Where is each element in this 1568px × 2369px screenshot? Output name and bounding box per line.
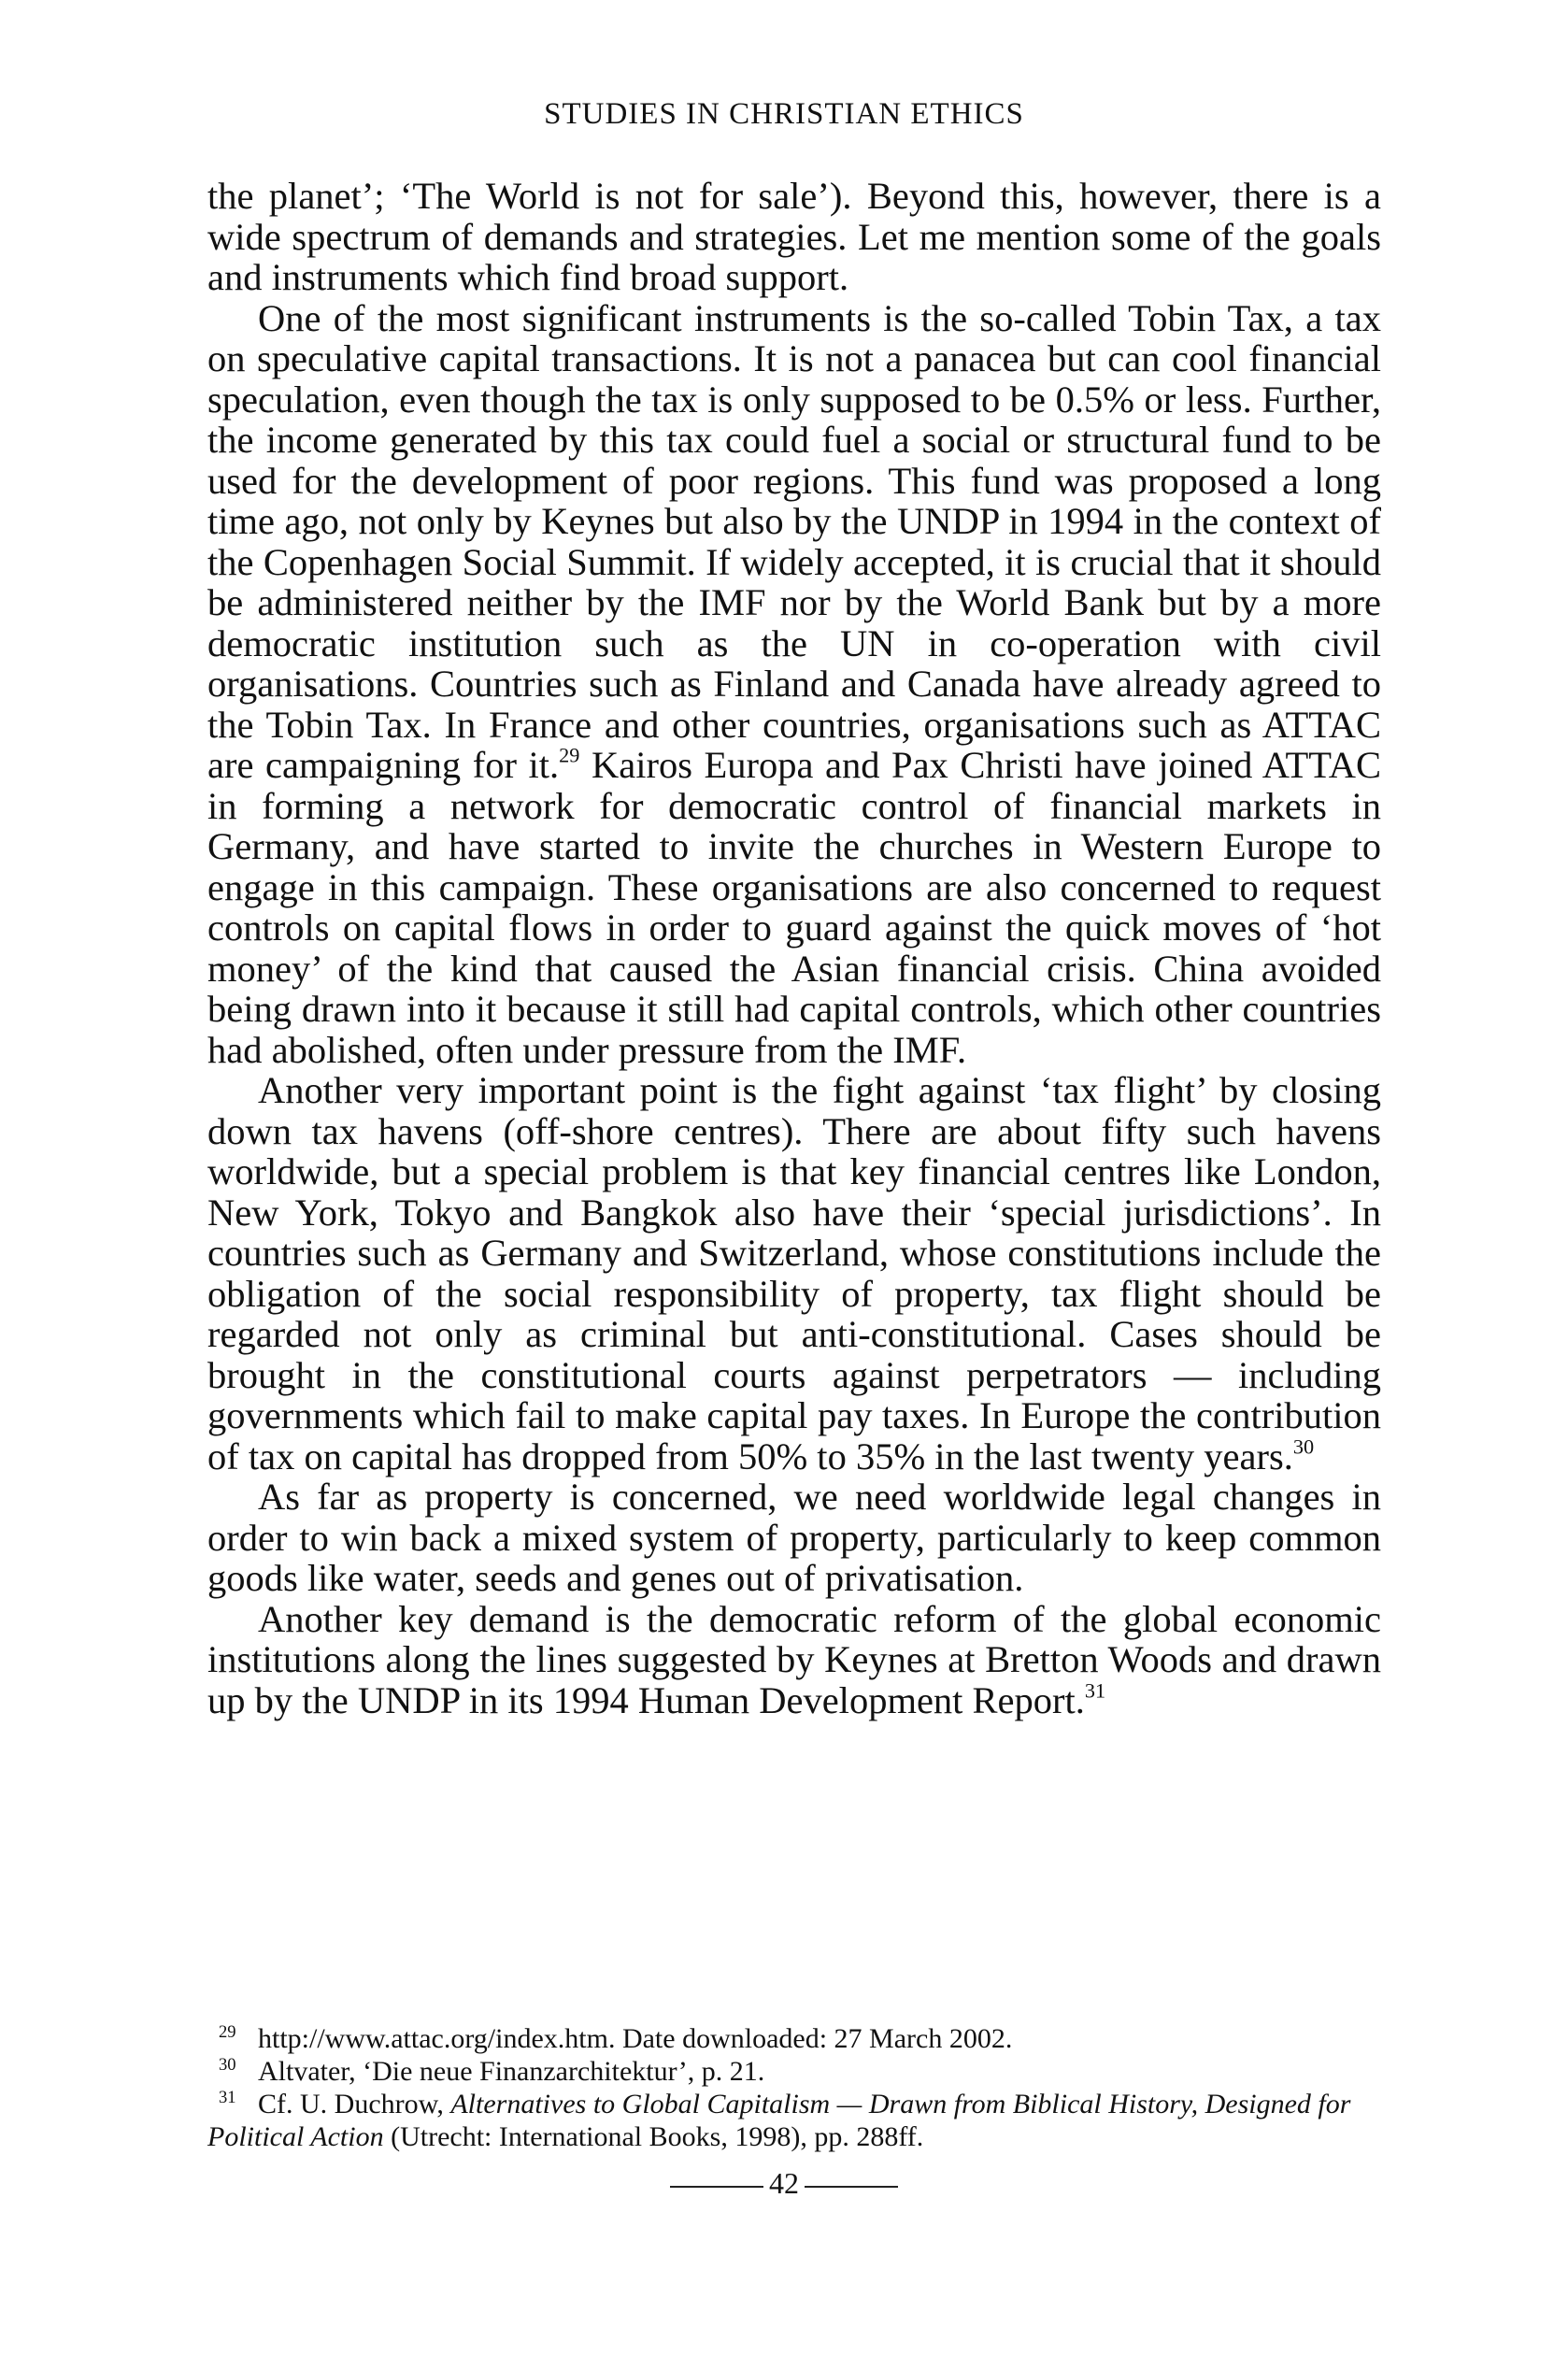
footnote-ref-31[interactable]: 31	[1084, 1677, 1106, 1702]
paragraph-1-text: the planet’; ‘The World is not for sale’). Beyond this, however, there is a wide spectrum of demands and strategies. Let me mention some of the goals and instruments which find broad support.	[207, 175, 1381, 298]
paragraph-3-text: Another very important point is the fight against ‘tax flight’ by closing down tax havens (off-shore centres). There are about fifty such havens worldwide, but a special problem is that key financial centres like London, New York, Tokyo and Bangkok also have their ‘special jurisdictions’. In countries such as Germany and Switzerland, whose constitutions include the obligation of the social responsibility of property, tax flight should be regarded not only as criminal but anti-constitutional. Cases should be brought in the constitutional courts against perpetrators — including governments which fail to make capital pay taxes. In Europe the contribution of tax on capital has dropped from 50% to 35% in the last twenty years.	[207, 1069, 1381, 1477]
page-number-right-rule	[805, 2186, 898, 2188]
paragraph-5	[207, 1599, 1381, 1721]
footnote-31: 31 Cf. U. Duchrow, Alternatives to Global Capitalism — Drawn from Biblical History, Designed for Political Action (Utrecht: International Books, 1998), pp. 288ff.	[207, 2087, 1351, 2152]
footnote-30-text: Altvater, ‘Die neue Finanzarchitektur’, p. 21.	[258, 2056, 765, 2087]
paragraph-2-text: One of the most significant instruments is the so-called Tobin Tax, a tax on speculative capital transactions. It is not a panacea but can cool financial speculation, even though the tax is only supposed to be 0.5% or less. Further, the income generated by this tax could fuel a social or structural fund to be used for the development of poor regions. This fund was proposed a long time ago, not only by Keynes but also by the UNDP in 1994 in the context of the Copenhagen Social Summit. If widely accepted, it is crucial that it should be administered neither by the IMF nor by the World Bank but by a more democratic institution such as the UN in co-operation with civil organisations. Countries such as Finland and Canada have already agreed to the Tobin Tax. In France and other countries, organisations such as ATTAC are campaigning for it.	[207, 296, 1381, 786]
page-number-left-rule	[670, 2186, 763, 2188]
footnote-29-text: http://www.attac.org/index.htm. Date downloaded: 27 March 2002.	[258, 2023, 1013, 2054]
footnote-ref-30[interactable]: 30	[1292, 1434, 1315, 1458]
page-number-block	[0, 2166, 1568, 2201]
body-text	[207, 176, 1381, 1720]
footnote-ref-29[interactable]: 29	[559, 743, 580, 767]
paragraph-5-text: Another key demand is the democratic reform of the global economic institutions along the lines suggested by Keynes at Bretton Woods and drawn up by the UNDP in its 1994 Human Development Report.	[207, 1597, 1381, 1721]
paragraph-4	[207, 1477, 1381, 1599]
paragraph-1	[207, 176, 1381, 298]
footnote-31-text-post: (Utrecht: International Books, 1998), pp. 288ff.	[383, 2121, 924, 2152]
paragraph-2	[207, 298, 1381, 1071]
paragraph-4-text: As far as property is concerned, we need worldwide legal changes in order to win back a mixed system of property, particularly to keep common goods like water, seeds and genes out of privatisation.	[207, 1476, 1381, 1599]
footnote-30: 30 Altvater, ‘Die neue Finanzarchitektur’, p. 21.	[219, 2054, 765, 2087]
footnote-31-book-title: Alternatives to Global Capitalism — Drawn from Biblical History, Designed for Political Action	[207, 2089, 1351, 2152]
page-number: 42	[769, 2166, 799, 2200]
footnote-31-text-pre: Cf. U. Duchrow,	[258, 2089, 451, 2119]
running-head: STUDIES IN CHRISTIAN ETHICS	[544, 97, 1024, 131]
paragraph-2-text-continued: Kairos Europa and Pax Christi have joined ATTAC in forming a network for democratic control of financial markets in Germany, and have started to invite the churches in Western Europe to engage in this campaign. These organisations are also concerned to request controls on capital flows in order to guard against the quick moves of ‘hot money’ of the kind that caused the Asian financial crisis. China avoided being drawn into it because it still had capital controls, which other countries had abolished, often under pressure from the IMF.	[207, 744, 1381, 1071]
footnote-29: 29 http://www.attac.org/index.htm. Date downloaded: 27 March 2002.	[219, 2021, 1013, 2054]
footnotes	[207, 2022, 1381, 2153]
paragraph-3	[207, 1070, 1381, 1477]
